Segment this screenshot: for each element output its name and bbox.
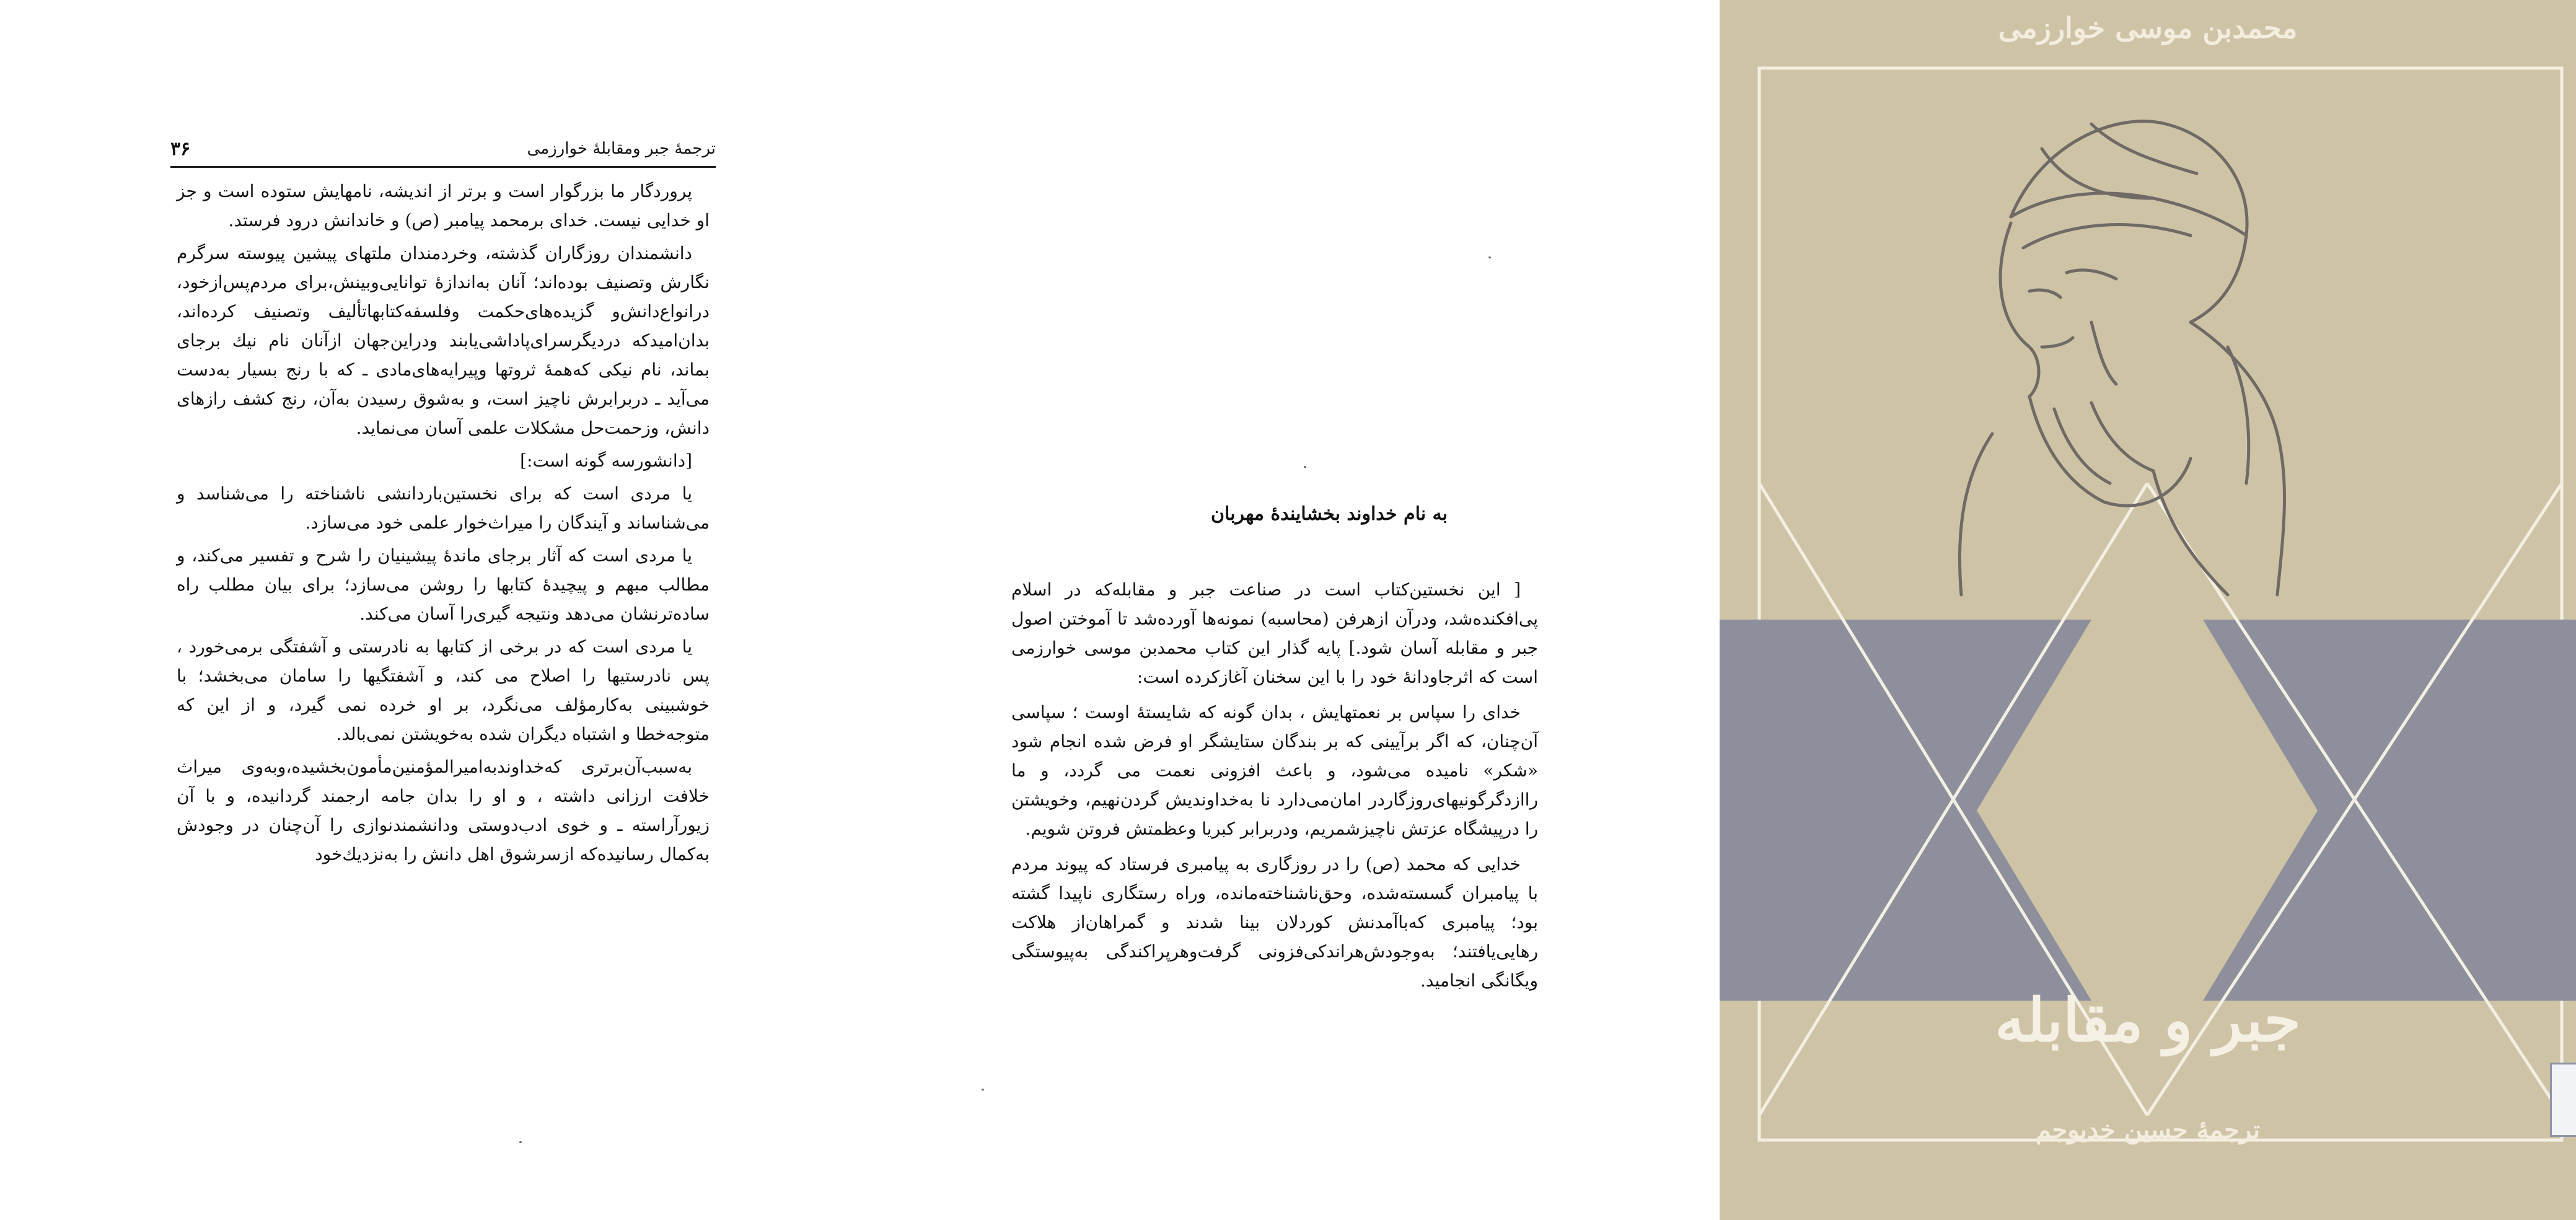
page-number: ۳۶ — [170, 138, 191, 160]
page-edge-tab — [2550, 1063, 2576, 1137]
paragraph: پروردگار ما بزرگوار است و برتر از اندیشه، نامهایش ستوده است و جز او خدایی نیست. خدای برمحمد پیامبر (ص) و خاندانش درود فرستد. — [177, 181, 710, 230]
running-header — [170, 131, 716, 168]
cover-author: محمدبن موسی خوارزمی — [1998, 11, 2298, 45]
scan-speck — [1304, 466, 1306, 468]
scan-speck — [982, 1089, 984, 1091]
chapter-heading: به نام خداوند بخشایندهٔ مهربان — [1211, 503, 1448, 525]
paragraph: یا مردی است که آثار برجای ماندهٔ پیشینیان را شرح و تفسیر می‌کند، و مطالب مبهم و پیچیدهٔ کتابها را روشن می‌سازد؛ برای بیان مطلب راه ساده‌ترنشان می‌دهد ونتیجه گیری‌را آسان می‌کند. — [177, 545, 710, 624]
paragraph: خدای را سپاس بر نعمتهایش ، بدان گونه که شایستهٔ اوست ؛ سپاسی آن‌چنان، که اگر برآیینی که بر بندگان ستایشگر او فرض شده انجام شود «شکر» نامیده می‌شود، و باعث افزونی نعمت می گردد، و ما راازدگرگونیهای‌روزگاردر امان‌می‌دارد نا به‌خداوندیش گردن‌نهیم، وخویشتن را درپیشگاه عزتش ناچیزشمریم، ودربرابر کبریا وعظمتش فروتن شویم. — [1011, 702, 1538, 839]
cover-title: جبر و مقابله — [1995, 985, 2301, 1055]
middle-page-body — [1011, 575, 1538, 1001]
left-band-arrow — [1720, 620, 2091, 1001]
scan-speck — [519, 1141, 522, 1143]
scan-speck — [1488, 257, 1491, 258]
running-title: ترجمهٔ جبر ومقابلهٔ خوارزمی — [527, 139, 716, 158]
left-page-body — [177, 177, 710, 872]
paragraph: یا مردی است که در برخی از کتابها به نادرستی و آشفتگی برمی‌خورد ، پس نادرستیها را اصلاح می کند، و آشفتگیها را سامان می‌بخشد؛ با خوشبینی به‌کارمؤلف می‌نگرد، بر او خرده نمی گیرد، و از این که متوجه‌خطا و اشتباه دیگران شده به‌خویشتن نمی‌بالد. — [177, 636, 710, 744]
paragraph: یا مردی است که برای نخستین‌باردانشی ناشناخته را می‌شناسد و می‌شناساند و آیندگان را میراث‌خوار علمی خود می‌سازد. — [177, 483, 710, 533]
paragraph: خدایی که محمد (ص) را در روزگاری به پیامبری فرستاد که پیوند مردم با پیامبران گسسته‌شده، وحق‌ناشناخته‌مانده، وراه رستگاری ناپیدا گشته بود؛ پیامبری که‌باآمدنش کوردلان بینا شدند و گمراهان‌از هلاکت رهایی‌یافتند؛ به‌وجودش‌هراندکی‌فزونی گرفت‌وهرپراکندگی به‌پیوستگی ویگانگی انجامید. — [1011, 854, 1538, 991]
cover-translator: ترجمهٔ حسین خدیوجم — [2035, 1115, 2261, 1144]
paragraph: به‌سبب‌آن‌برتری که‌خداوندبه‌امیرالمؤمنین‌مأمون‌بخشیده،وبه‌وی میراث خلافت ارزانی داشته ، و او را بدان جامه ارجمند گردانیده، و با آن زیورآراسته ـ و خوی ادب‌دوستی ودانشمندنوازی را آن‌چنان در وجودش به‌کمال رسانیده‌که ازسرشوق اهل دانش را به‌نزدیك‌خود — [177, 757, 710, 864]
paragraph: [ این نخستین‌کتاب است در صناعت جبر و مقابله‌که در اسلام پی‌افکنده‌شد، ودرآن ازهرفن (محاسبه) نمونه‌ها آورده‌شد تا آموختن اصول جبر و مقابله آسان شود.] پایه گذار این کتاب محمدبن موسی خوارزمی است که اثرجاودانهٔ خود را با این سخنان آغازکرده است: — [1011, 579, 1538, 687]
paragraph: [دانشورسه گونه است:] — [520, 450, 692, 471]
paragraph: دانشمندان روزگاران گذشته، وخردمندان ملتهای پیشین پیوسته سرگرم نگارش وتصنیف بوده‌اند؛ آنان به‌اندازهٔ توانایی‌وبینش،برای مردم‌پس‌ازخود، درانواع‌دانش‌و گزیده‌های‌حکمت وفلسفه‌کتابهاتألیف وتصنیف کرده‌اند، بدان‌امیدکه دردیگرسرای‌پاداشی‌یابند ودراین‌جهان ازآنان نام نیك برجای بماند، نام نیکی که‌همهٔ ثروتها وپیرایه‌های‌مادی ـ که با رنج بسیار به‌دست می‌آید ـ دربرابرش ناچیز است، و به‌شوق رسیدن به‌آن، رنج کشف رازهای دانش، وزحمت‌حل مشکلات علمی آسان می‌نماید. — [177, 243, 710, 438]
